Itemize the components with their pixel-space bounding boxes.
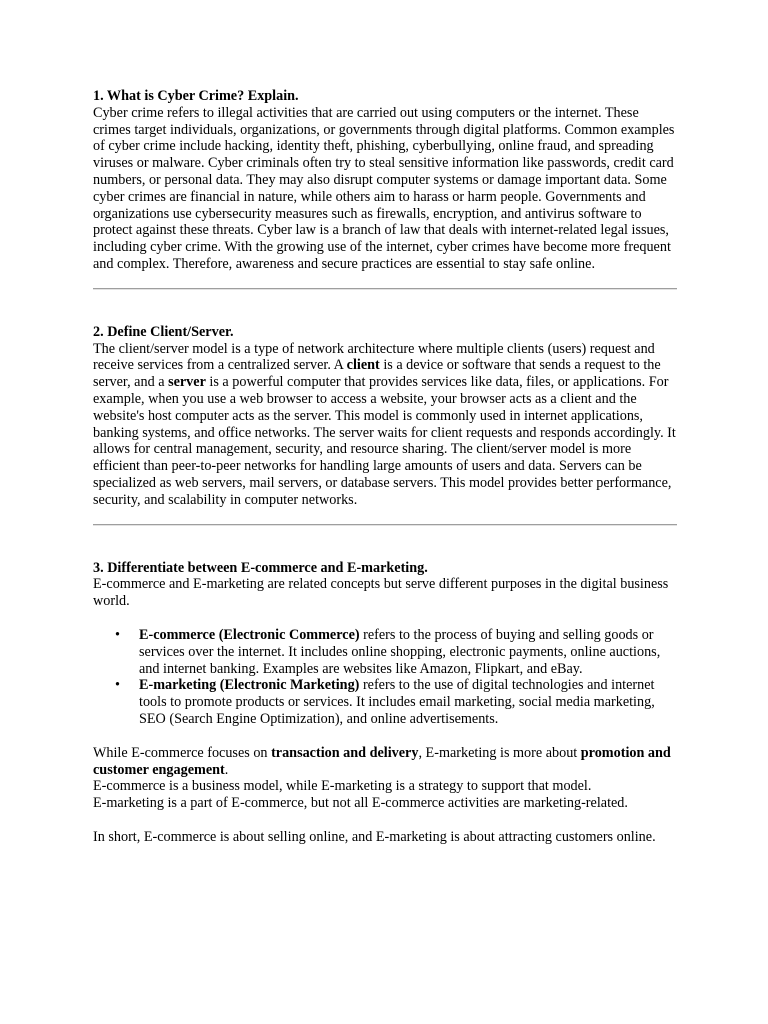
- bullet-icon: •: [115, 626, 120, 643]
- definition-list: [93, 627, 677, 728]
- section-intro: E-commerce and E-marketing are related concepts but serve different purposes in the digital business world.: [93, 576, 669, 610]
- term-server: server: [168, 374, 206, 391]
- body-text: The client/server model is a type of network architecture where multiple clients (users) request and receive services from a centralized server. A: [93, 340, 655, 374]
- list-item-term: E-commerce (Electronic Commerce): [139, 626, 360, 643]
- section-divider: [93, 288, 677, 290]
- section-heading: 2. Define Client/Server.: [93, 323, 234, 340]
- summary-paragraph: In short, E-commerce is about selling online, and E-marketing is about attracting customers online.: [93, 828, 656, 845]
- section-body: [93, 341, 677, 509]
- section-heading: 3. Differentiate between E-commerce and E-marketing.: [93, 559, 428, 576]
- emphasis-text: promotion and customer engagement: [93, 744, 671, 778]
- body-text: While E-commerce focuses on: [93, 744, 272, 761]
- document-content: [93, 88, 677, 846]
- emphasis-text: transaction and delivery: [271, 744, 419, 761]
- list-item-text: refers to the process of buying and selling goods or services over the internet. It includes online shopping, electronic payments, online auctions, and internet banking. Examples are websites like Amazon, Flipkart, and eBay.: [139, 626, 661, 677]
- section-cyber-crime: [93, 88, 677, 273]
- comparison-line: E-marketing is a part of E-commerce, but not all E-commerce activities are marketing-related.: [93, 795, 628, 812]
- body-text: , E-marketing is more about: [418, 744, 581, 761]
- body-text: is a device or software that sends a request to the server, and a: [93, 357, 661, 391]
- list-item-term: E-marketing (Electronic Marketing): [139, 677, 360, 694]
- section-divider: [93, 524, 677, 526]
- comparison-line: E-commerce is a business model, while E-marketing is a strategy to support that model.: [93, 778, 592, 795]
- body-text: .: [224, 761, 229, 778]
- section-client-server: [93, 324, 677, 509]
- bullet-icon: •: [115, 677, 120, 694]
- section-ecommerce-emarketing: [93, 560, 677, 846]
- section-body: Cyber crime refers to illegal activities that are carried out using computers or the internet. These crimes target individuals, organizations, or governments through digital platforms. Common examples of cyber crime include hacking, identity theft, phishing, cyberbullying, online fraud, and spreading viruses or malware. Cyber criminals often try to steal sensitive information like passwords, credit card numbers, or personal data. They may also disrupt computer systems or damage important data. Some cyber crimes are financial in nature, while others aim to harass or harm people. Governments and organizations use cybersecurity measures such as firewalls, encryption, and antivirus software to protect against these threats. Cyber law is a branch of law that deals with internet-related legal issues, including cyber crime. With the growing use of the internet, cyber crimes have become more frequent and complex. Therefore, awareness and secure practices are essential to stay safe online.: [93, 104, 675, 272]
- term-client: client: [346, 357, 380, 374]
- list-item-text: refers to the use of digital technologies and internet tools to promote products or services. It includes email marketing, social media marketing, SEO (Search Engine Optimization), and online advertisements.: [139, 677, 655, 727]
- section-heading: 1. What is Cyber Crime? Explain.: [93, 88, 299, 104]
- list-item: [115, 677, 677, 727]
- list-item: [115, 626, 677, 677]
- comparison-paragraph: [93, 745, 677, 779]
- body-text: is a powerful computer that provides services like data, files, or applications. For example, when you use a web browser to access a website, your browser acts as a client and the website's host computer acts as the server. This model is commonly used in internet applications, banking systems, and office networks. The server waits for client requests and responds accordingly. It allows for central management, security, and resource sharing. The client/server model is more efficient than peer-to-peer networks for handling large amounts of users and data. Servers can be specialized as web servers, mail servers, or database servers. This model provides better performance, security, and scalability in computer networks.: [93, 374, 676, 508]
